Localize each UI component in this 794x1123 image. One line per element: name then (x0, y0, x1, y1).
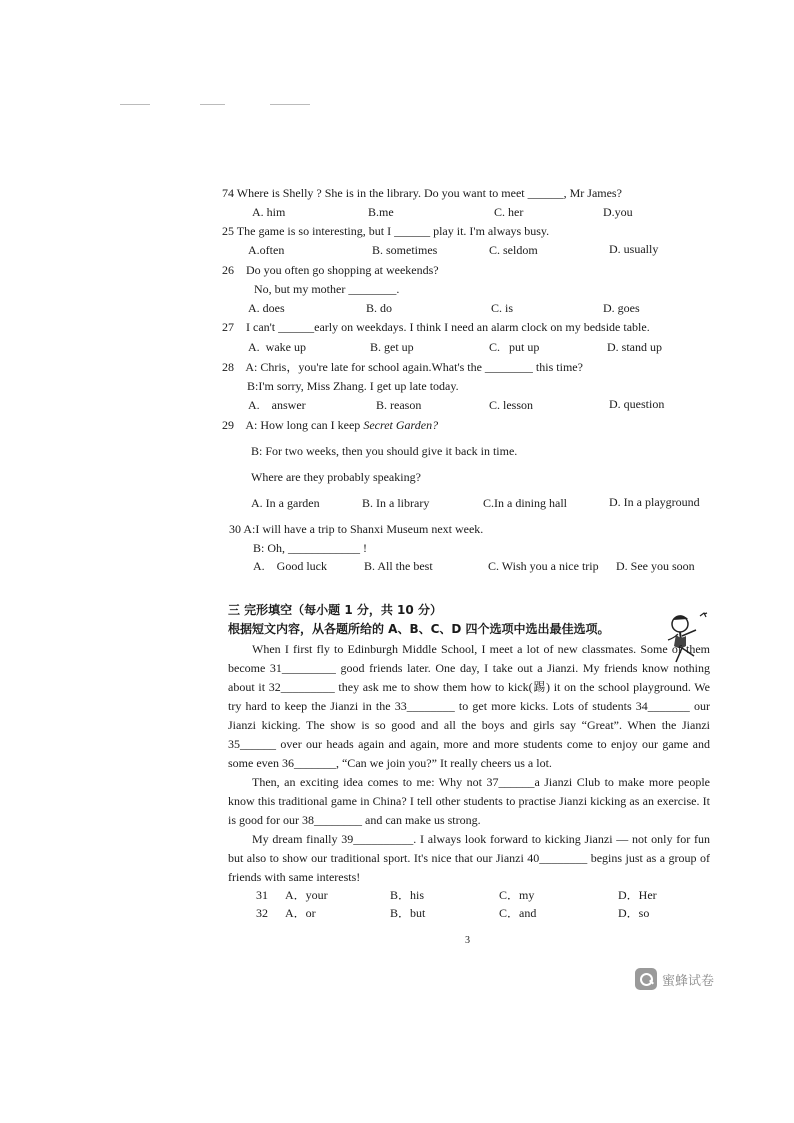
section-3-heading: 三 完形填空（每小题 1 分，共 10 分） (228, 603, 442, 617)
question-29-line3: Where are they probably speaking? (251, 470, 421, 484)
question-26-stem: 26 Do you often go shopping at weekends? (222, 263, 439, 277)
q30-option-a: A. Good luck (253, 559, 327, 573)
q28-option-a: A. answer (248, 398, 306, 412)
question-28-stem: 28 A: Chris，you're late for school again.What's the ________ this time? (222, 360, 583, 374)
q30-option-b: B. All the best (364, 559, 433, 573)
q31-option-a: A．your (285, 888, 328, 902)
q27-option-a: A. wake up (248, 340, 306, 354)
scan-mark (270, 104, 310, 105)
scan-mark (200, 104, 225, 105)
q28-option-b: B. reason (376, 398, 422, 412)
q24-option-a: A. him (252, 205, 286, 219)
q28-option-d: D. question (609, 397, 665, 411)
page-number: 3 (465, 935, 470, 946)
question-29-line2: B: For two weeks, then you should give it back in time. (251, 444, 518, 458)
passage-paragraph-1: When I first fly to Edinburgh Middle School, I meet a lot of new classmates. Some of them become 31_________ good friends later. One day, I take out a Jianzi. My friends know nothing about it 32_________ they ask me to show them how to kick(踢) it on the school playground. We try hard to keep the Jianzi in the 33________ to get more kicks. Lots of students 34_______ our Jianzi kicking. The show is so good and all the boys and girls say “Great”. When the Jianzi 35______ over our heads again and again, more and more students come to enjoy our game and some even 36_______, “Can we join you?” It really cheers us a lot. (228, 642, 710, 770)
q25-option-b: B. sometimes (372, 243, 438, 257)
q32-option-d: D．so (618, 906, 650, 920)
cloze-passage (228, 640, 710, 887)
q24-option-b: B.me (368, 205, 394, 219)
q31-number: 31 (256, 888, 268, 902)
q32-number: 32 (256, 906, 268, 920)
q28-option-c: C. lesson (489, 398, 534, 412)
q31-option-c: C．my (499, 888, 535, 902)
q29-option-a: A. In a garden (251, 496, 320, 510)
q26-option-b: B. do (366, 301, 393, 315)
watermark-text: 蜜蜂试卷 (662, 973, 715, 989)
question-24-stem: 74 Where is Shelly ? She is in the library. Do you want to meet ______, Mr James? (222, 186, 622, 200)
passage-paragraph-3: My dream finally 39__________. I always look forward to kicking Jianzi — not only for fun but also to show our traditional sport. It's nice that our Jianzi 40________ begins just as a group of friends with same interests! (228, 832, 710, 884)
q29-book-title: Secret Garden? (363, 418, 439, 432)
q31-option-d: D．Her (618, 888, 657, 902)
q29-option-b: B. In a library (362, 496, 430, 510)
section-3-instruction: 根据短文内容，从各题所给的 A、B、C、D 四个选项中选出最佳选项。 (228, 622, 610, 636)
question-30-line2: B: Oh, ____________ ! (253, 541, 367, 555)
q27-option-b: B. get up (370, 340, 414, 354)
q24-option-d: D.you (603, 205, 633, 219)
q26-option-d: D. goes (603, 301, 640, 315)
q30-option-d: D. See you soon (616, 559, 695, 573)
q32-option-b: B．but (390, 906, 426, 920)
q32-option-a: A．or (285, 906, 316, 920)
q25-option-d: D. usually (609, 242, 659, 256)
q27-option-c: C. put up (489, 340, 540, 354)
question-25-stem: 25 The game is so interesting, but I ______ play it. I'm always busy. (222, 224, 550, 238)
q26-option-c: C. is (491, 301, 514, 315)
question-29-stem (222, 418, 438, 433)
q26-option-a: A. does (248, 301, 285, 315)
watermark (635, 968, 714, 990)
question-26-line2: No, but my mother ________. (254, 282, 400, 296)
q31-option-b: B．his (390, 888, 425, 902)
q24-option-c: C. her (494, 205, 524, 219)
q32-option-c: C．and (499, 906, 537, 920)
passage-paragraph-2: Then, an exciting idea comes to me: Why not 37______a Jianzi Club to make more people know this traditional game in China? I tell other students to practise Jianzi kicking as an exercise. It is good for our 38________ and can make us strong. (228, 775, 710, 827)
question-28-line2: B:I'm sorry, Miss Zhang. I get up late today. (247, 379, 459, 393)
question-30-stem: 30 A:I will have a trip to Shanxi Museum next week. (229, 522, 484, 536)
search-q-icon (635, 968, 657, 990)
question-27-stem: 27 I can't ______early on weekdays. I think I need an alarm clock on my bedside table. (222, 320, 650, 334)
q30-option-c: C. Wish you a nice trip (488, 559, 599, 573)
q25-option-a: A.often (248, 243, 285, 257)
scan-mark (120, 104, 150, 105)
q29-stem-text: 29 A: How long can I keep (222, 418, 364, 432)
q29-option-d: D. In a playground (609, 495, 700, 509)
q29-option-c: C.In a dining hall (483, 496, 567, 510)
q25-option-c: C. seldom (489, 243, 538, 257)
q27-option-d: D. stand up (607, 340, 662, 354)
